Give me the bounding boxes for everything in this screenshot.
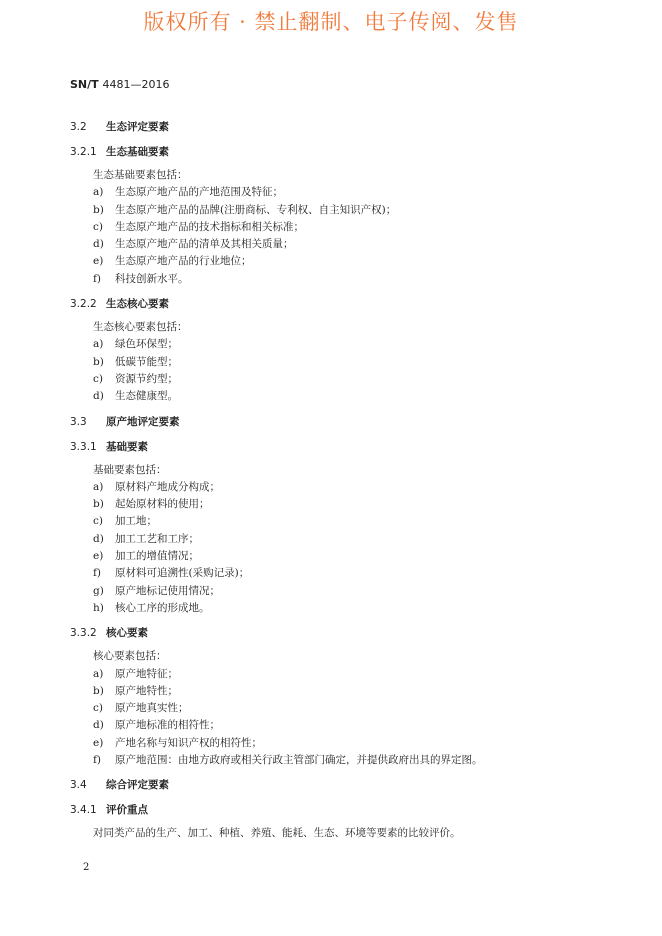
list-item [70, 583, 630, 600]
list-marker: f) [93, 754, 101, 767]
list-item-text: 产地名称与知识产权的相符性； [115, 736, 262, 749]
section-number: 3.2.2 [70, 298, 97, 311]
section-heading [70, 296, 630, 313]
list-item [70, 548, 630, 565]
list-item [70, 236, 630, 253]
list-marker: d) [93, 719, 104, 732]
list-item [70, 683, 630, 700]
list-item [70, 496, 630, 513]
list-marker: e) [93, 255, 104, 268]
section-number: 3.4.1 [70, 804, 97, 817]
list-item [70, 354, 630, 371]
list-marker: a) [93, 667, 104, 680]
section-heading [70, 119, 630, 136]
list-item-text: 加工地； [115, 515, 157, 528]
list-item [70, 752, 630, 769]
section-heading [70, 777, 630, 794]
list-item-text: 低碳节能型； [115, 355, 178, 368]
list-item-text: 资源节约型； [115, 372, 178, 385]
section-title: 核心要素 [106, 627, 148, 640]
section-number: 3.3 [70, 415, 87, 428]
section-title: 综合评定要素 [106, 779, 169, 792]
list-item [70, 371, 630, 388]
list-item-text: 加工工艺和工序； [115, 532, 199, 545]
list-marker: c) [93, 515, 103, 528]
intro-paragraph: 基础要素包括： [93, 463, 167, 476]
list-item [70, 513, 630, 530]
list-item [70, 184, 630, 201]
list-item-text: 原产地真实性； [115, 702, 189, 715]
section-number: 3.2.1 [70, 146, 97, 158]
intro-paragraph: 对同类产品的生产、加工、种植、养殖、能耗、生态、环境等要素的比较评价。 [93, 827, 461, 840]
section-title: 基础要素 [106, 440, 148, 453]
list-item [70, 336, 630, 353]
section-heading [70, 439, 630, 456]
list-marker: c) [93, 702, 103, 715]
list-item-text: 生态原产地产品的品牌(注册商标、专利权、自主知识产权)； [115, 203, 397, 216]
intro-paragraph: 核心要素包括： [93, 650, 167, 663]
list-marker: e) [93, 736, 104, 749]
list-item-text: 原产地特性； [115, 684, 178, 697]
section-title: 生态评定要素 [106, 121, 169, 133]
list-item [70, 479, 630, 496]
list-marker: a) [93, 338, 104, 351]
intro-paragraph: 生态基础要素包括： [93, 169, 188, 181]
list-item-text: 生态原产地产品的行业地位； [115, 255, 252, 268]
doc-number: 4481—2016 [102, 78, 170, 91]
list-marker: b) [93, 684, 104, 697]
section-title: 生态核心要素 [106, 298, 169, 311]
document-id [70, 78, 170, 91]
list-item [70, 271, 630, 288]
list-item [70, 531, 630, 548]
page-number: 2 [83, 862, 90, 873]
list-marker: d) [93, 532, 104, 545]
list-marker: a) [93, 186, 104, 199]
list-item [70, 202, 630, 219]
list-item-text: 核心工序的形成地。 [115, 601, 210, 614]
section-content [70, 319, 630, 405]
list-item-text: 原产地标记使用情况； [115, 584, 220, 597]
list-marker: a) [93, 480, 104, 493]
section-content [70, 167, 630, 288]
list-item [70, 700, 630, 717]
list-item-text: 原材料可追溯性(采购记录)； [115, 567, 250, 580]
list-item-text: 起始原材料的使用； [115, 498, 210, 511]
list-item [70, 388, 630, 405]
list-marker: c) [93, 220, 103, 233]
section-title: 原产地评定要素 [106, 415, 180, 428]
list-marker: b) [93, 355, 104, 368]
section-content [70, 462, 630, 618]
section-number: 3.2 [70, 121, 87, 133]
list-item-text: 原产地特征； [115, 667, 178, 680]
section-heading [70, 802, 630, 819]
list-marker: h) [93, 601, 104, 614]
list-marker: b) [93, 498, 104, 511]
list-item [70, 565, 630, 582]
list-marker: d) [93, 238, 104, 251]
section-heading [70, 414, 630, 431]
intro-paragraph: 生态核心要素包括： [93, 321, 188, 334]
list-item [70, 600, 630, 617]
list-marker: f) [93, 567, 101, 580]
section-number: 3.3.2 [70, 627, 97, 640]
list-marker: g) [93, 584, 104, 597]
section-heading [70, 144, 630, 161]
list-item [70, 219, 630, 236]
section-number: 3.4 [70, 779, 87, 792]
document-body [70, 119, 630, 843]
list-item-text: 生态原产地产品的清单及其相关质量； [115, 238, 294, 251]
list-item-text: 生态健康型。 [115, 390, 178, 403]
list-item [70, 666, 630, 683]
section-content [70, 648, 630, 769]
section-number: 3.3.1 [70, 440, 97, 453]
list-item-text: 加工的增值情况； [115, 550, 199, 563]
list-item-text: 原产地标准的相符性； [115, 719, 220, 732]
list-item-text: 原材料产地成分构成； [115, 480, 220, 493]
list-item-text: 生态原产地产品的产地范围及特征； [115, 186, 283, 199]
section-title: 生态基础要素 [106, 146, 169, 158]
list-item-text: 原产地范围：由地方政府或相关行政主管部门确定，并提供政府出具的界定图。 [115, 754, 483, 767]
list-marker: d) [93, 390, 104, 403]
list-marker: f) [93, 272, 101, 285]
list-marker: c) [93, 372, 103, 385]
doc-prefix: SN/T [70, 78, 99, 91]
section-title: 评价重点 [106, 804, 148, 817]
section-heading [70, 625, 630, 642]
list-marker: b) [93, 203, 104, 216]
list-item [70, 253, 630, 270]
list-marker: e) [93, 550, 104, 563]
list-item-text: 绿色环保型； [115, 338, 178, 351]
list-item [70, 717, 630, 734]
list-item-text: 科技创新水平。 [115, 272, 189, 285]
copyright-watermark: 版权所有 · 禁止翻制、电子传阅、发售 [143, 10, 519, 34]
list-item-text: 生态原产地产品的技术指标和相关标准； [115, 220, 304, 233]
section-content [70, 825, 630, 842]
list-item [70, 735, 630, 752]
